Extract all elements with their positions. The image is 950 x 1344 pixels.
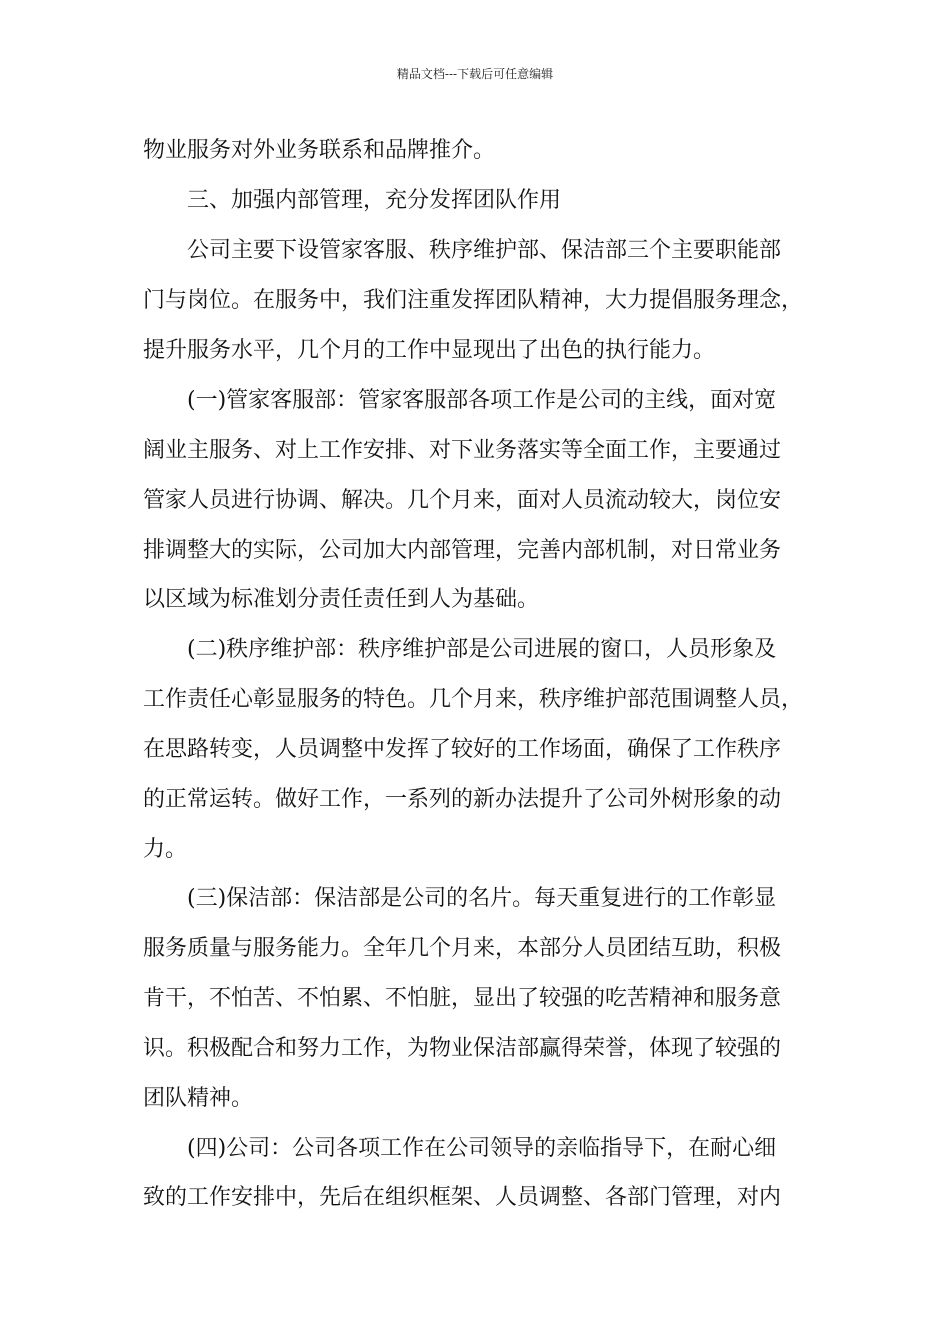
paragraph-line: (二)秩序维护部：秩序维护部是公司进展的窗口，人员形象及 [187,637,777,662]
paragraph-line: 以区域为标准划分责任责任到人为基础。 [143,587,540,612]
paragraph-line: 管家人员进行协调、解决。几个月来，面对人员流动较大，岗位安 [143,488,782,513]
page-header: 精品文档---下载后可任意编辑 [396,67,554,81]
paragraph-line: 服务质量与服务能力。全年几个月来，本部分人员团结互助，积极 [143,936,782,961]
paragraph-line: 工作责任心彰显服务的特色。几个月来，秩序维护部范围调整人员， [143,687,804,712]
paragraph-line: 识。积极配合和努力工作，为物业保洁部赢得荣誉，体现了较强的 [143,1036,782,1061]
paragraph-line: (四)公司：公司各项工作在公司领导的亲临指导下，在耐心细 [187,1136,777,1161]
paragraph-line: (一)管家客服部：管家客服部各项工作是公司的主线，面对宽 [187,388,777,413]
paragraph-line: 的正常运转。做好工作，一系列的新办法提升了公司外树形象的动 [143,787,782,812]
paragraph-line: 肯干，不怕苦、不怕累、不怕脏，显出了较强的吃苦精神和服务意 [143,986,782,1011]
paragraph-line: 阔业主服务、对上工作安排、对下业务落实等全面工作，主要通过 [143,438,782,463]
paragraph-line: 公司主要下设管家客服、秩序维护部、保洁部三个主要职能部 [187,238,782,263]
paragraph-line: 致的工作安排中，先后在组织框架、人员调整、各部门管理，对内 [143,1185,782,1210]
section-heading: 三、加强内部管理，充分发挥团队作用 [187,188,562,213]
paragraph-line: 排调整大的实际，公司加大内部管理，完善内部机制，对日常业务 [143,538,782,563]
paragraph-line: 在思路转变，人员调整中发挥了较好的工作场面，确保了工作秩序 [143,737,782,762]
body-line: 物业服务对外业务联系和品牌推介。 [143,138,496,163]
paragraph-line: 提升服务水平，几个月的工作中显现出了出色的执行能力。 [143,338,716,363]
paragraph-line: 力。 [143,837,188,862]
paragraph-line: (三)保洁部：保洁部是公司的名片。每天重复进行的工作彰显 [187,886,777,911]
paragraph-line: 团队精神。 [143,1086,254,1111]
paragraph-line: 门与岗位。在服务中，我们注重发挥团队精神，大力提倡服务理念， [143,288,804,313]
